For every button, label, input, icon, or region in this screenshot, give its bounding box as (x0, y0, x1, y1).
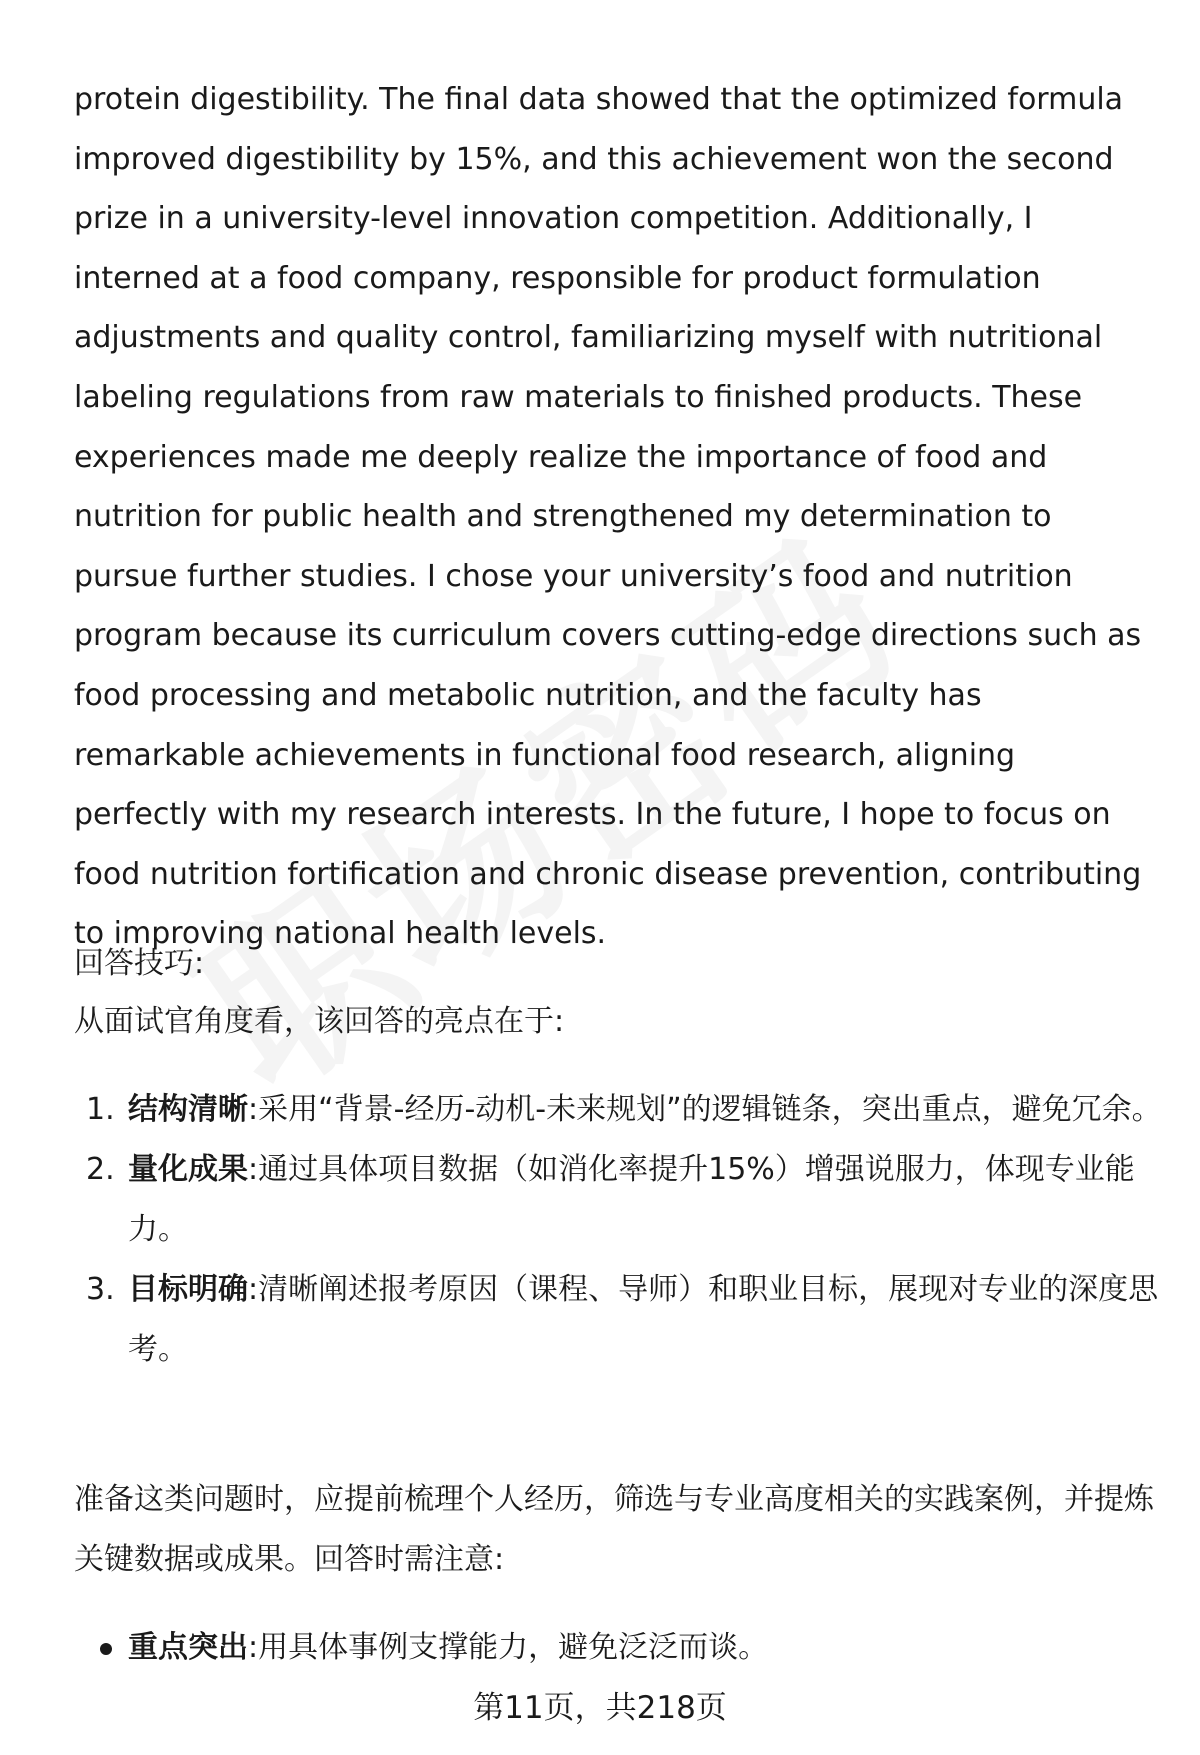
highlights-list (74, 1080, 1164, 1380)
tips-heading: 回答技巧: (74, 946, 205, 981)
bullet-dot (100, 1643, 112, 1655)
list-item-text: :清晰阐述报考原因（课程、导师）和职业目标，展现对专业的深度思考。 (128, 1272, 1159, 1367)
tips-intro: 从面试官角度看，该回答的亮点在于: (74, 1004, 565, 1039)
list-item-number: 3. (86, 1272, 115, 1307)
prep-paragraph: 准备这类问题时，应提前梳理个人经历，筛选与专业高度相关的实践案例，并提炼关键数据或成果。回答时需注意: (74, 1482, 1154, 1577)
list-item-title: 目标明确 (128, 1272, 248, 1307)
page-footer: 第11页，共218页 (473, 1690, 727, 1726)
list-item-number: 2. (86, 1152, 115, 1187)
list-item-title: 结构清晰 (128, 1092, 248, 1127)
list-item (74, 1260, 1164, 1380)
list-item (74, 1080, 1164, 1140)
list-item-title: 量化成果 (128, 1152, 248, 1187)
list-item (74, 1140, 1164, 1260)
list-item-text: :采用“背景-经历-动机-未来规划”的逻辑链条，突出重点，避免冗余。 (248, 1092, 1162, 1127)
bullet-title: 重点突出 (128, 1630, 248, 1665)
bullet-text: :用具体事例支撑能力，避免泛泛而谈。 (248, 1630, 769, 1665)
list-item-number: 1. (86, 1092, 115, 1127)
main-paragraph: protein digestibility. The final data showed that the optimized formula improved digestibility by 15%, and this achievement won the second prize in a university-level innovation competition. Additionally, I interned at a food company, responsible for product formulation adjustments and quality control, familiarizing myself with nutritional labeling regulations from raw materials to finished products. These experiences made me deeply realize the importance of food and nutrition for public health and strengthened my determination to pursue further studies. I chose your university’s food and nutrition program because its curriculum covers cutting-edge directions such as food processing and metabolic nutrition, and the faculty has remarkable achievements in functional food research, aligning perfectly with my research interests. In the future, I hope to focus on food nutrition fortification and chronic disease prevention, contributing to improving national health levels. (74, 82, 1142, 952)
list-item-text: :通过具体项目数据（如消化率提升15%）增强说服力，体现专业能力。 (128, 1152, 1135, 1247)
bullet-item (74, 1618, 1128, 1678)
